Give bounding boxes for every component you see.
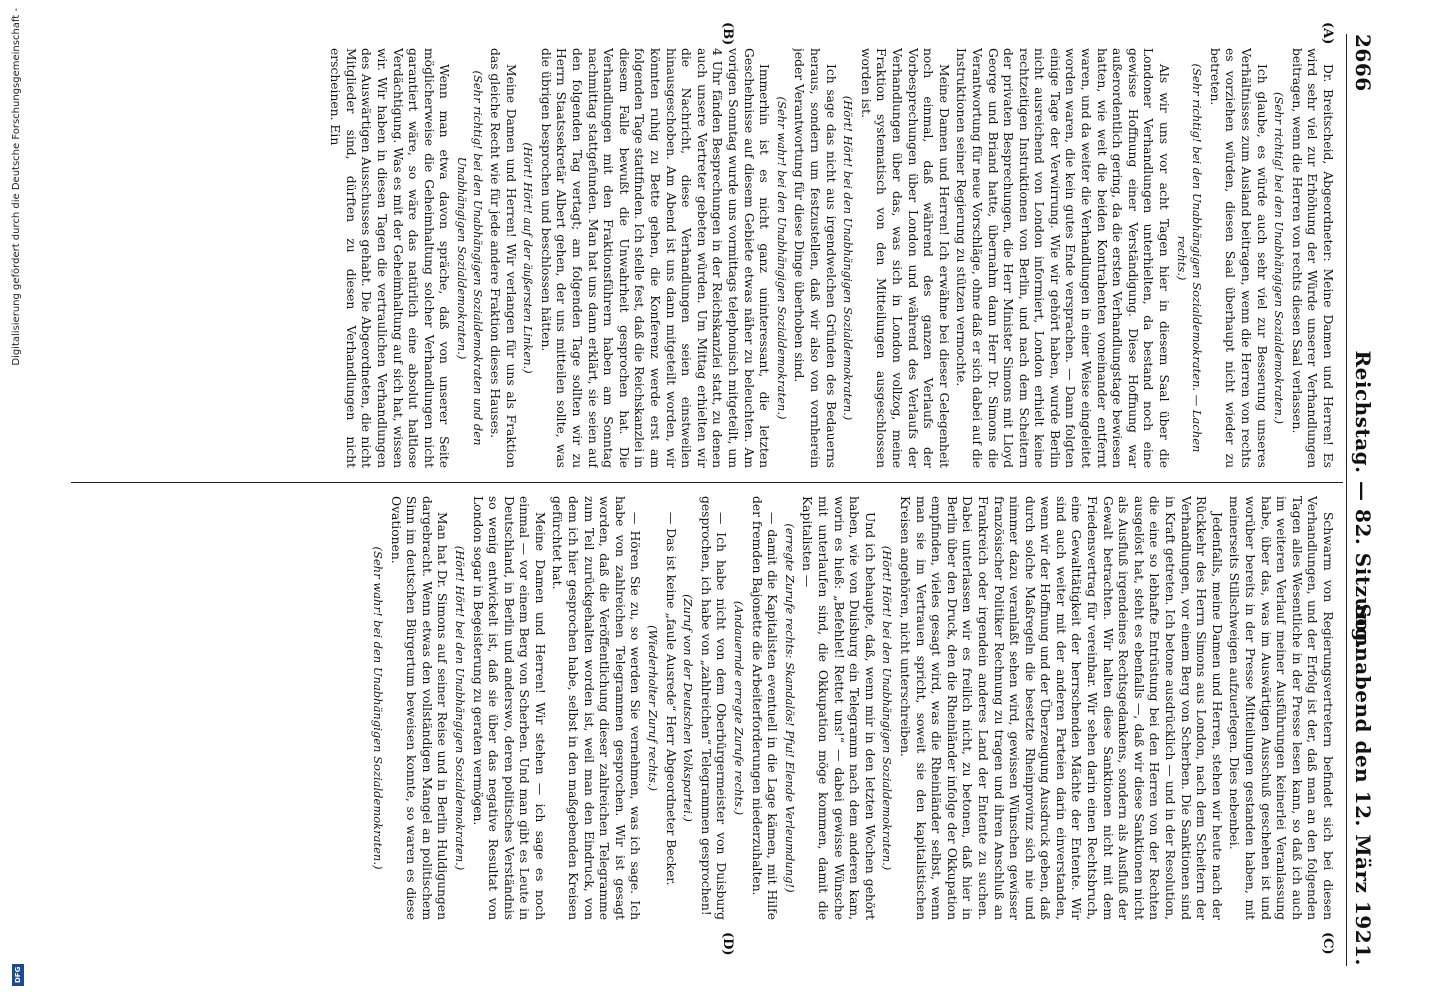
session-date: Sonnabend den 12. März 1921. <box>1351 603 1375 966</box>
paragraph: Meine Damen und Herren! Ich erwähne bei dieser Gelegenheit noch einmal, daß während des ganzen Verlaufs der Vorbesprechungen über London und während des Verlaufs der Verhandlungen über das, was sich in London vollzog, meine Fraktion systematisch von den Mitteilungen ausgeschlossen worden ist. <box>858 48 951 468</box>
margin-marker-d: (D) <box>720 932 735 956</box>
paragraph: Immerhin ist es nicht ganz uninteressant, die letzten Geschehnisse auf diesem Gebiete etwas näher zu beleuchten. Am vorigen Sonntag wurde uns vormittags telephonisch mitgeteilt, um 4 Uhr fänden Besprechungen in der Reichskanzlei statt, zu denen auch unsere Vertreter gebeten würden. Um Mittag erhielten wir die Nachricht, diese Verhandlungen seien einstweilen hinausgeschoben. Am Abend ist uns dann mitgeteilt worden, wir könnten ruhig zu Bette gehen, die Konferenz werde erst am folgenden Tage stattfinden. Ich stelle fest, daß die Reichskanzlei in diesem Falle bewußt die Unwahrheit gesprochen hat. Die Verhandlungen mit den Fraktionsführern haben am Sonntag nachmittag stattgefunden. Man hat uns dann erklärt, sie seien auf den folgenden Tag vertagt; am folgenden Tage sollten wir zu Herrn Staatssekretär Albert gehen, der uns mitteilen sollte, was die übrigen besprochen und beschlossen hätten. <box>538 48 772 468</box>
paragraph: Ich sage das nicht aus irgendwelchen Gründen des Bedauerns heraus, sondern um festzustellen, daß wir also von vornherein jeder Verantwortung für diese Dinge überhoben sind. <box>792 48 838 468</box>
paragraph: (Sehr richtig! bei den Unabhängigen Sozialdemokraten. — Lachen rechts.) <box>1174 63 1205 453</box>
paragraph: (Sehr richtig! bei den Unabhängigen Sozialdemokraten und den Unabhängigen Sozialdemokraten.) <box>454 70 485 446</box>
paragraph: Jedenfalls, meine Damen und Herren, stehen wir heute nach der Rückkehr des Herrn Simons aus London, nach dem Scheitern der Verhandlungen, vor einem Berg von Scherben. Die Sanktionen sind in Kraft getreten. Ich betone ausdrücklich — und in der Resolution, die eine so lebhafte Entrüstung bei den Herren von der Rechten ausgelöst hat, steht es ebenfalls —, daß wir diese Sanktionen nicht als Ausfluß irgendeines Rechtsgedankens, sondern als Ausfluß der Gewalt betrachten. Wir halten diese Sanktionen nicht mit dem Friedensvertrag für vereinbar. Wir sehen darin einen Rechtsbruch, eine Gewalttätigkeit der herrschenden Mächte der Entente. Wir sind auch weiter mit der anderen Parteien darin einverstanden, wenn wir der Hoffnung und der Überzeugung Ausdruck geben, daß durch solche Maßregeln die besetzte Rheinprovinz sich nie und nimmer dazu veranlaßt sehen wird, gewissen Wünschen gewisser französischer Politiker Rechnung zu tragen und ihren Anschluß an Frankreich oder irgendein anderes Land der Entente zu suchen. Dabei unterlassen wir es freilich nicht, zu betonen, daß hier in Berlin über den Druck, den die Rheinländer infolge der Okkupation empfinden, vieles gesagt wird, was die Rheinländer selbst, wenn man sie im Vertrauen spricht, soweit sie den kapitalistischen Kreisen angehören, nicht unterschreiben. <box>897 496 1224 920</box>
paragraph: (Hört! Hört! bei den Unabhängigen Sozialdemokraten.) <box>880 545 895 871</box>
paragraph: (erregte Zurufe rechts: Skandalös! Pfui! Elende Verleumdung!) <box>782 523 797 893</box>
margin-marker-b: (B) <box>720 22 735 46</box>
digitization-credit: Digitalisierung gefördert durch die Deutsche Forschungsgemeinschaft - <box>11 8 22 366</box>
paragraph: Als wir uns vor acht Tagen hier in diesem Saal über die Londoner Verhandlungen unterhielten, da bestand noch eine gewisse Hoffnung einer Verständigung. Diese Hoffnung war außerordentlich gering, da die ersten Verhandlungstage bewiesen hatten, wie weit die beiden Kontrahenten voneinander entfernt waren, und da weiter die Verhandlungen in einer Weise eingeleitet worden waren, die kein gutes Ende versprachen. — Dann folgten einige Tage der Verwirrung. Wie wir gehört haben, wurde Berlin nicht ausreichend von London informiert, London erhielt keine rechtzeitigen Instruktionen von Berlin, und nach dem Scheitern der privaten Besprechungen, die Herr Minister Simons mit Lloyd George und Briand hatte, übernahm dann Herr Dr. Simons die Verantwortung für neue Vorschläge, ohne daß er sich dabei auf die Instruktionen seiner Regierung zu stützen vermochte. <box>954 48 1172 468</box>
paragraph: (Sehr wahr! bei den Unabhängigen Sozialdemokraten.) <box>774 96 789 420</box>
right-column <box>65 496 1335 920</box>
paragraph: (Andauernde erregte Zurufe rechts.) <box>732 600 747 816</box>
margin-marker-a: (A) <box>1320 22 1335 45</box>
paragraph: (Sehr wahr! bei den Unabhängigen Sozialdemokraten.) <box>370 546 385 870</box>
paragraph: (Hört! Hört! bei den Unabhängigen Sozialdemokraten.) <box>841 95 856 421</box>
paragraph: Meine Damen und Herren! Wir verlangen für uns als Fraktion das gleiche Recht wie für jede andere Fraktion dieses Hauses. <box>488 48 518 468</box>
paragraph: (Zuruf von der Deutschen Volkspartei.) <box>681 594 696 822</box>
paragraph: Schwarm von Regierungsvertretern befindet sich bei diesen Verhandlungen, und der Erfolg ist der, daß man an den folgenden Tagen alles Wesentliche in der Presse lesen kann, so daß ich auch im weiteren Verlauf meiner Ausführungen keinerlei Veranlassung habe, über das, was im Auswärtigen Ausschuß geschehen ist und worüber bereits in der Presse Mitteilungen gestanden haben, mit meinerseits Stillschweigen aufzuerlegen. Dies nebenbei. <box>1227 496 1335 920</box>
paragraph: — Hören Sie zu, so werden Sie vernehmen, was ich sage. Ich habe von zahlreichen Telegrammen gesprochen. Wir ist gesagt worden, daß die Veröffentlichung dieser zahlreichen Telegramme zum Teil zurückgehalten worden ist, weil man den Eindruck, von dem ich hier gesprochen habe, selbst in den maßgebenden Kreisen gefürchtet hat. <box>550 496 643 920</box>
newspaper-page <box>47 20 1387 980</box>
session-title: Reichstag. — 82. Sitzung. <box>1351 350 1375 650</box>
paragraph: (Sehr richtig! bei den Unabhängigen Sozialdemokraten.) <box>1272 91 1287 425</box>
side-footer <box>10 2 30 994</box>
page-header <box>1345 34 1375 966</box>
paragraph: — Das ist keine „faule Ausrede“ Herr Abgeordneter Becker. <box>663 512 678 886</box>
page-number: 2666 <box>1351 34 1375 92</box>
paragraph: Und ich behaupte, daß, wenn mir in den letzten Wochen gehört haben, wie von Duisburg ein Telegramm nach dem anderen kam, worin es hieß: „Befehlet! Rettet uns!“ — dabei gewisse Wünsche mit unterlaufen sind, die Okkupation möge kommen, damit die Kapitalisten — <box>800 496 877 920</box>
paragraph: (Hört! Hört! bei den Unabhängigen Sozialdemokraten.) <box>452 545 467 871</box>
header-rule <box>1346 34 1347 966</box>
paragraph: Meine Damen und Herren! Wir stehen — ich sage es noch einmal — vor einem Berg von Scherben. Und man gibt es Leute in Deutschland, in Berlin und anderswo, deren politisches Verständnis so wenig entwickelt ist, daß sie über das negative Resultat von London sogar in Begeisterung zu geraten vermögen. <box>470 496 547 920</box>
paragraph: (Wiederholter Zuruf rechts.) <box>646 625 661 791</box>
dfg-logo-icon: DFG <box>12 964 24 986</box>
paragraph: Man hat Dr. Simons auf seiner Reise und in Berlin Huldigungen dargebracht. Wenn etwas den vollständigen Mangel an politischem Sinn im deutschen Bürgertum beweisen konnte, so waren es diese Ovationen. <box>388 496 450 920</box>
paragraph: Dr. Breitscheid, Abgeordneter: Meine Damen und Herren! Es wird sehr viel zur Erhöhung der Würde unserer Verhandlungen beitragen, wenn die Herren von rechts diesen Saal verlassen. <box>1289 48 1335 468</box>
paragraph: — damit die Kapitalisten eventuell in die Lage kämen, mit Hilfe der fremden Bajonette die Arbeiterforderungen niederzuhalten. <box>749 496 780 920</box>
paragraph: Wenn man etwa davon spräche, daß von unserer Seite möglicherweise die Geheimhaltung solcher Verhandlungen nicht garantiert wäre, so wäre das natürlich eine absolut haltlose Verdächtigung. Was es mit der Geheimhaltung auf sich hat, wissen wir. Wir haben in diesen Tagen die vertraulichen Verhandlungen des Auswärtigen Ausschusses gehabt. Die Abgeordneten, die nicht Mitglieder sind, dürften zu diesen Verhandlungen nicht erscheinen. Ein <box>328 48 452 468</box>
paragraph: — Ich habe nicht von dem Oberbürgermeister von Duisburg gesprochen, ich habe von „zahlreichen“ Telegrammen gesprochen! <box>698 496 729 920</box>
paragraph: (Hört! Hört! auf der äußersten Linken.) <box>521 142 536 374</box>
left-column <box>65 48 1335 468</box>
margin-marker-c: (C) <box>1320 932 1335 955</box>
paragraph: Ich glaube, es würde auch sehr viel zur Besserung unseres Verhältnisses zum Ausland beitragen, wenn die Herren von rechts es vorziehen würden, diesen Saal überhaupt nicht wieder zu betreten. <box>1207 48 1269 468</box>
column-divider <box>71 482 1343 483</box>
